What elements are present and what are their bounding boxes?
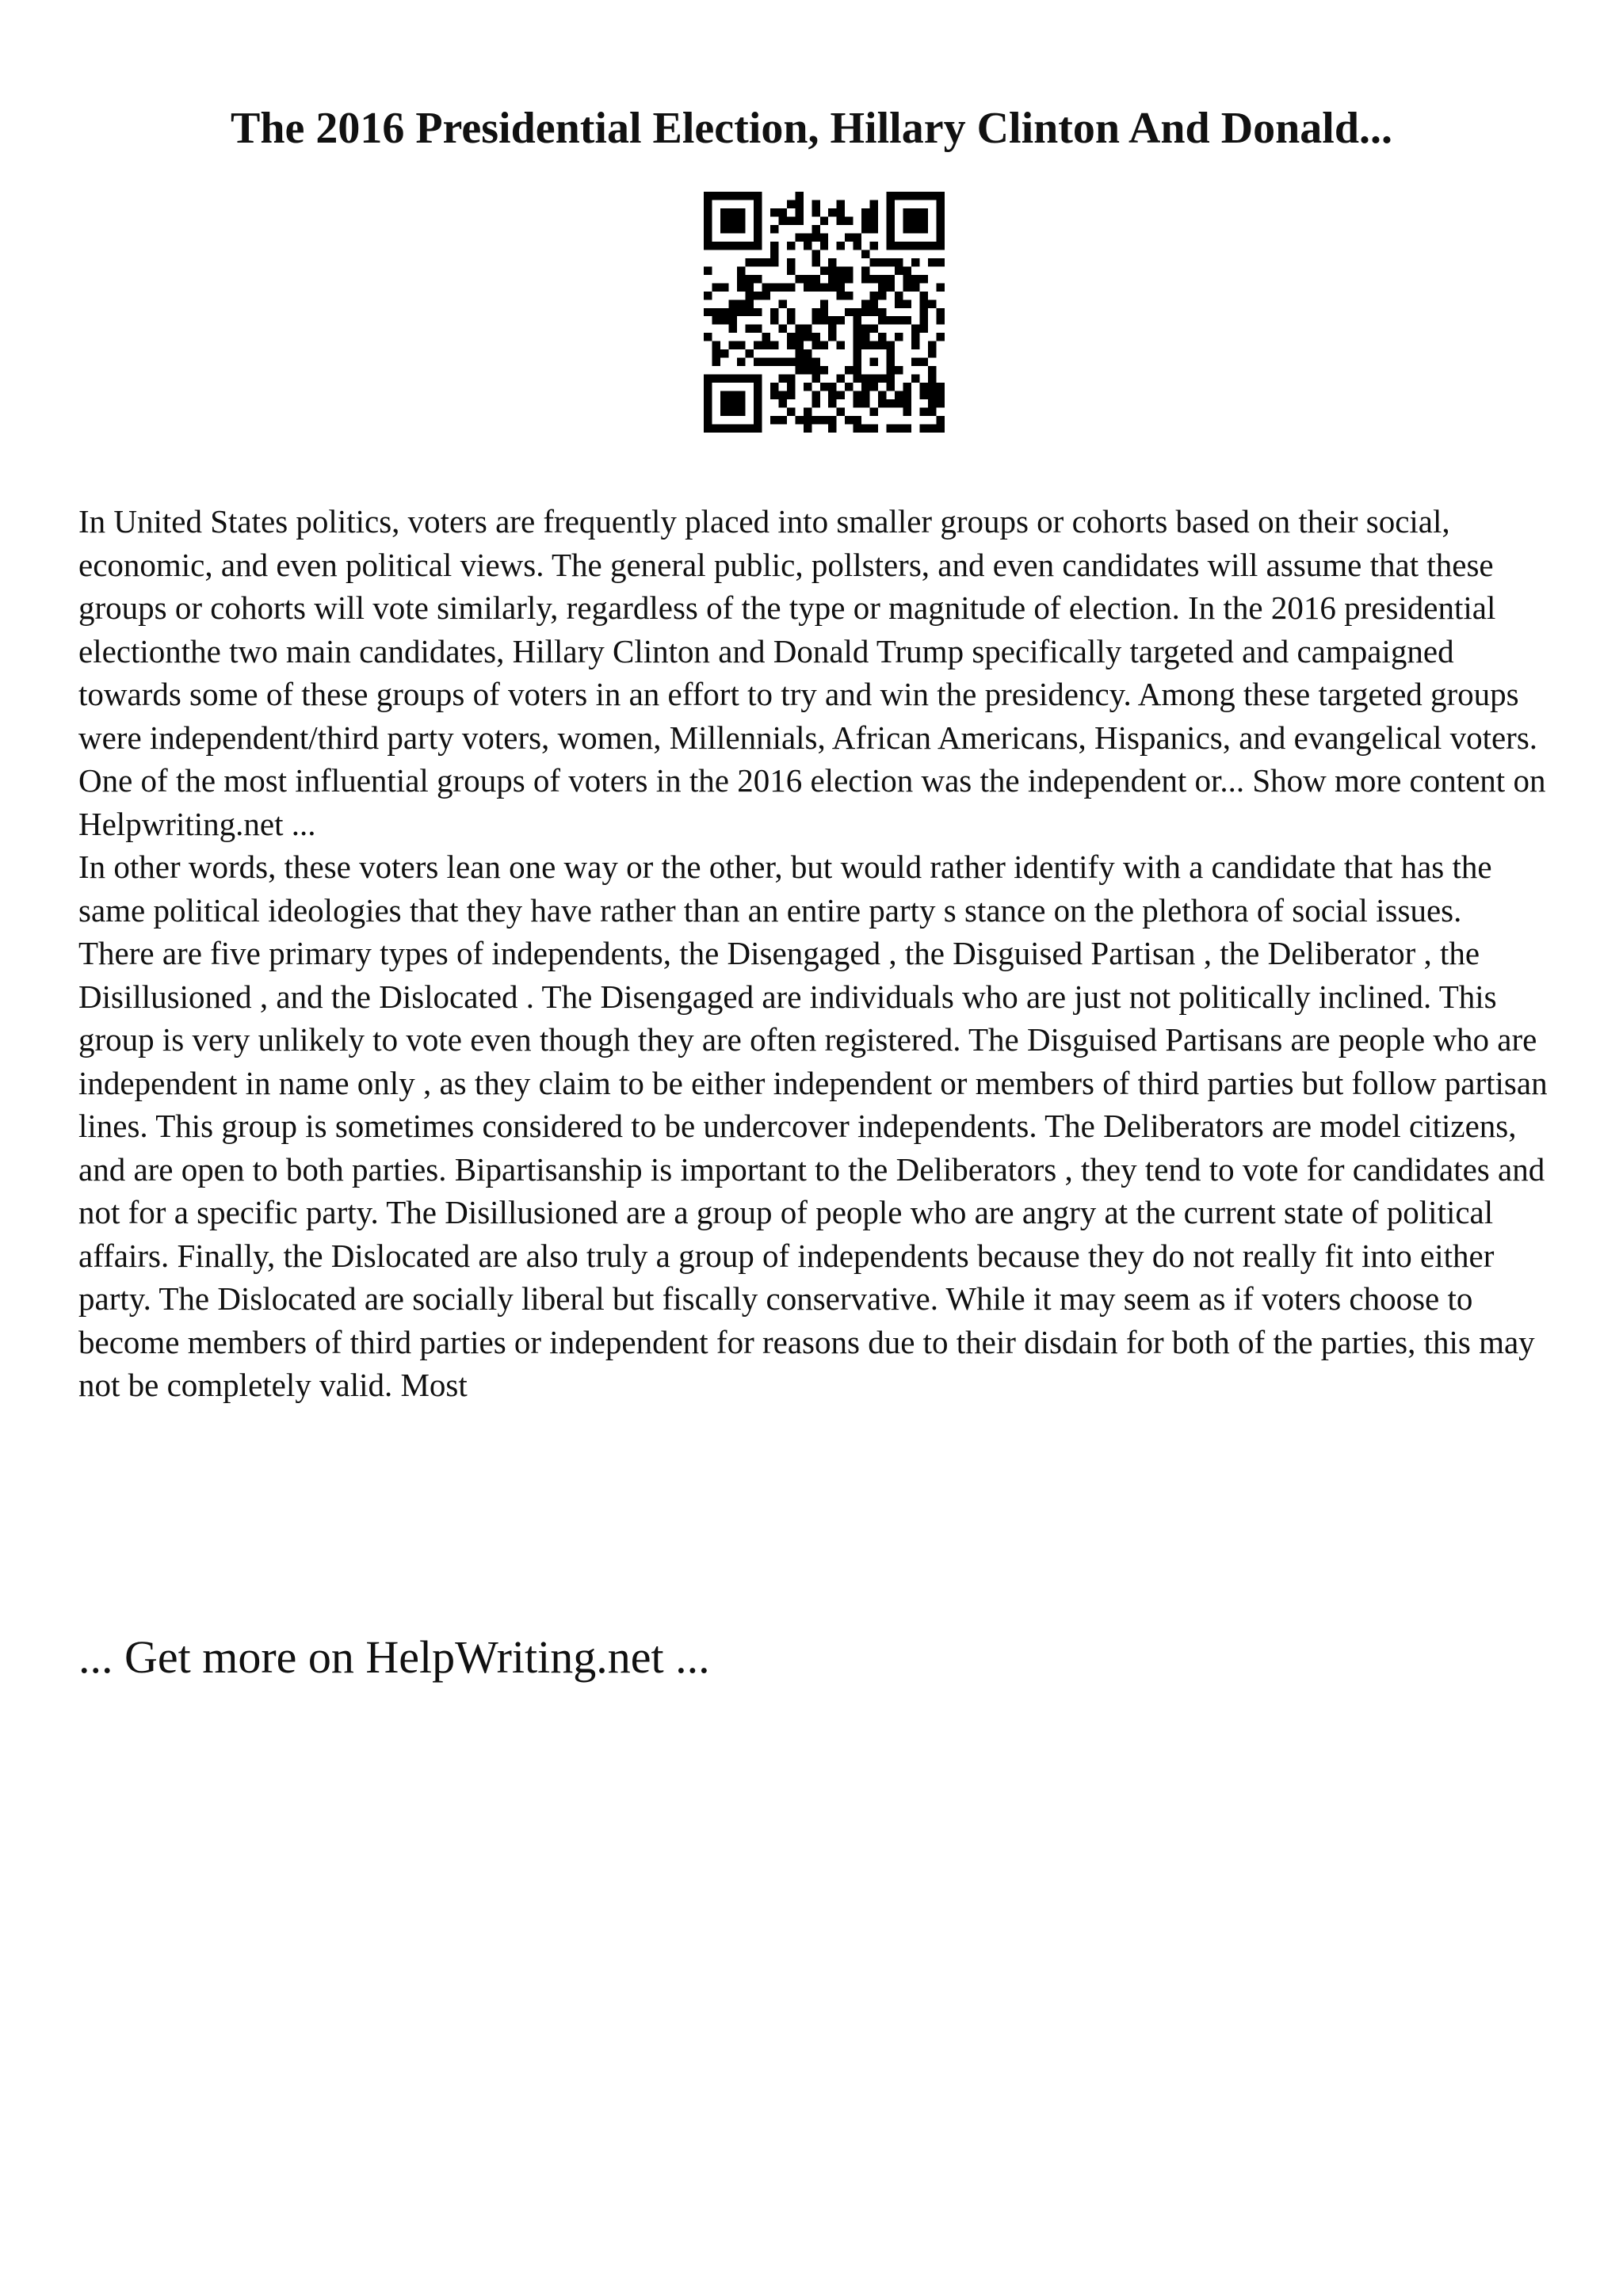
get-more-link[interactable]: ... Get more on HelpWriting.net ... — [78, 1631, 710, 1683]
paragraph-intro: In United States politics, voters are frequently placed into smaller groups or cohorts based on their social, economic, and even political views. The general public, pollsters, and even candidates will assume that these groups or cohorts will vote similarly, regardless of the type or magnitude of election. In the 2016 presidential electionthe two main candidates, Hillary Clinton and Donald Trump specifically targeted and campaigned towards some of these groups of voters in an effort to try and win the presidency. Among these targeted groups were independent/third party voters, women, Millennials, African Americans, Hispanics, and evangelical voters. One of the most influential groups of voters in the 2016 election was the independent or... Show more content on Helpwriting.net ... — [78, 503, 1546, 842]
qr-code-icon — [704, 192, 945, 433]
paragraph-other-words: In other words, these voters lean one way or the other, but would rather identify with a candidate that has the same political ideologies that they have rather than an entire party s stance on the plethora of social issues. — [78, 849, 1492, 929]
article-body — [78, 500, 1552, 1407]
document-title: The 2016 Presidential Election, Hillary Clinton And Donald... — [230, 104, 1392, 153]
paragraph-independent-types: There are five primary types of independents, the Disengaged , the Disguised Partisan , the Deliberator , the Disillusioned , and the Dislocated . The Disengaged are individuals who are just not politically inclined. This group is very unlikely to vote even though they are often registered. The Disguised Partisans are people who are independent in name only , as they claim to be either independent or members of third parties but follow partisan lines. This group is sometimes considered to be undercover independents. The Deliberators are model citizens, and are open to both parties. Bipartisanship is important to the Deliberators , they tend to vote for candidates and not for a specific party. The Disillusioned are a group of people who are angry at the current state of political affairs. Finally, the Dislocated are also truly a group of independents because they do not really fit into either party. The Dislocated are socially liberal but fiscally conservative. While it may seem as if voters choose to become members of third parties or independent for reasons due to their disdain for both of the parties, this may not be completely valid. Most — [78, 935, 1548, 1403]
